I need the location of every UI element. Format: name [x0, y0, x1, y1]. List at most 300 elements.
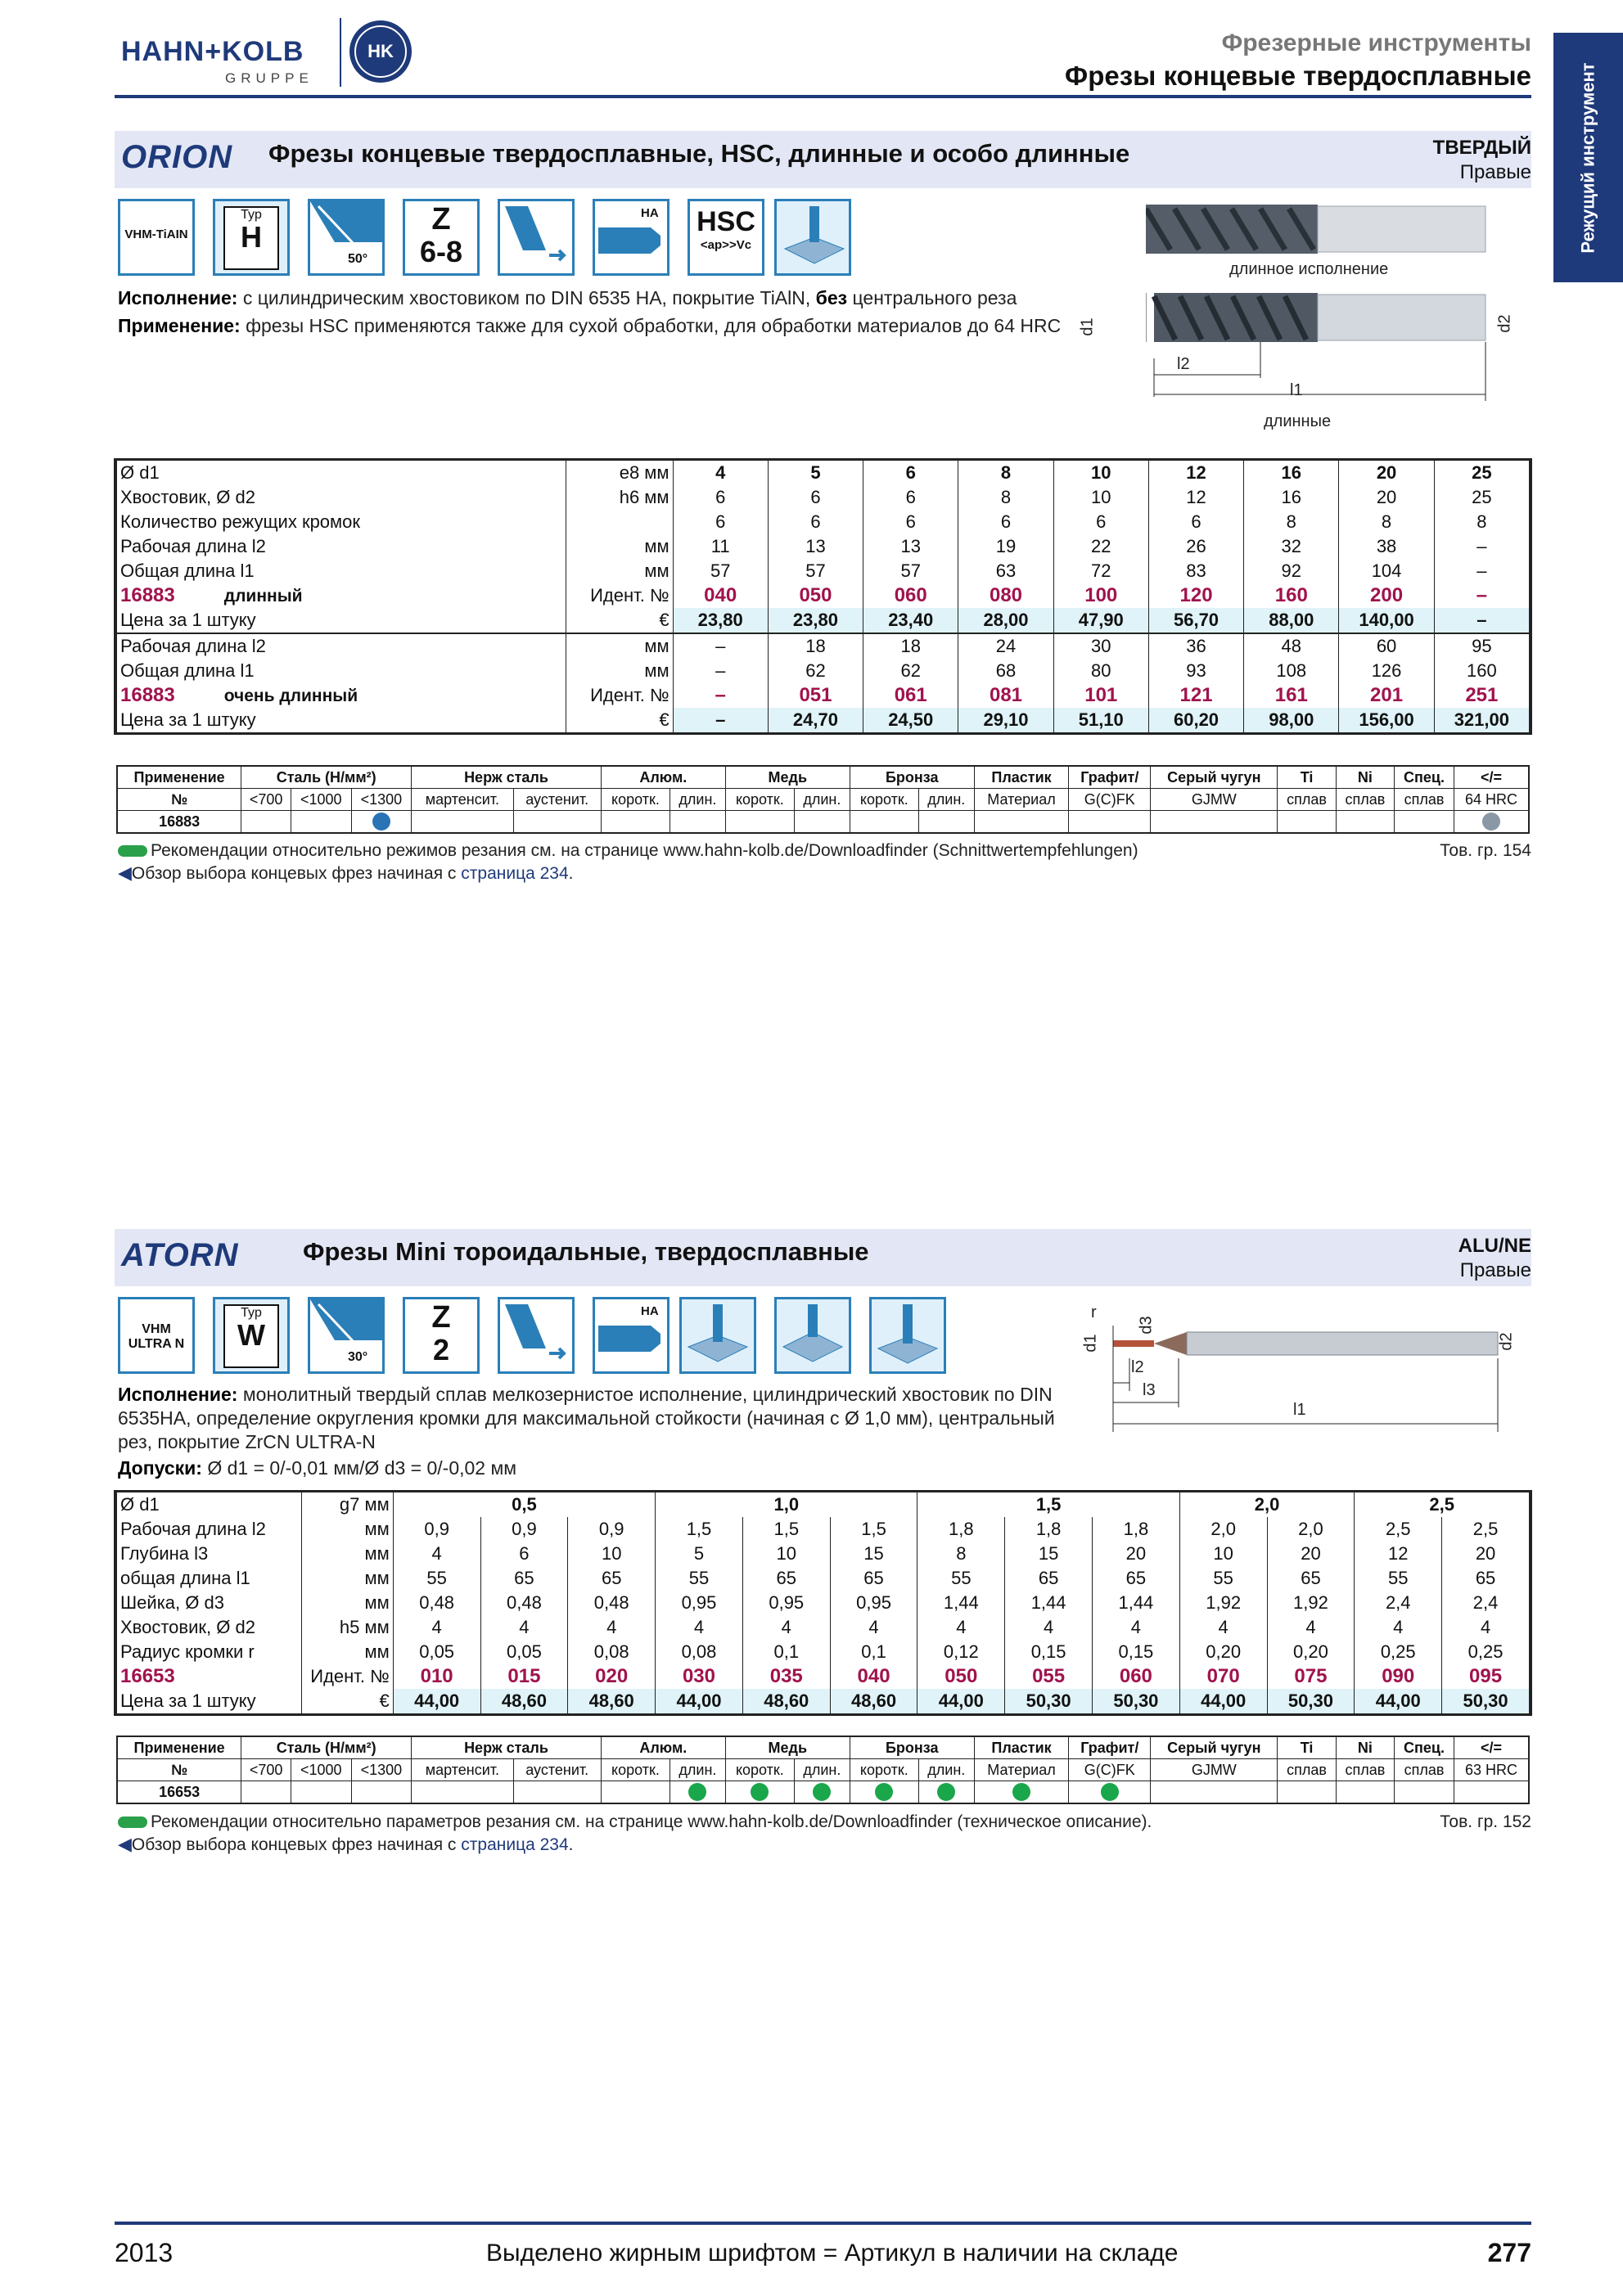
table-row: [117, 1689, 1530, 1713]
ident-cell: 070: [1179, 1664, 1267, 1689]
row-unit: мм: [301, 1542, 393, 1566]
application-cell: [1336, 811, 1394, 834]
suitability-dot-icon: [688, 1783, 706, 1801]
value-cell: 25: [1434, 461, 1529, 485]
value-cell: 55: [917, 1566, 1005, 1591]
value-cell: 1,8: [1005, 1517, 1093, 1542]
value-cell: 4: [393, 1615, 480, 1640]
application-table-16883: [116, 765, 1530, 834]
application-subheader: длин.: [918, 789, 974, 811]
application-cell: [351, 1781, 412, 1804]
value-cell: 22: [1053, 534, 1148, 559]
table-row: [117, 1664, 1530, 1689]
spec-table-16883: [116, 461, 1530, 732]
value-cell: 4: [917, 1615, 1005, 1640]
table-row: [117, 708, 1530, 732]
application-cell: [794, 811, 850, 834]
application-cell: [1454, 811, 1529, 834]
dim-l1: l1: [1290, 381, 1303, 399]
application-header: </=: [1454, 766, 1529, 789]
table-row: [117, 1615, 1530, 1640]
suitability-dot-icon: [1482, 813, 1500, 831]
value-cell: –: [673, 708, 768, 732]
ident-cell: 050: [768, 583, 863, 608]
application-cell: [918, 1781, 974, 1804]
application-subheader: <1300: [351, 1759, 412, 1781]
value-cell: 2,4: [1442, 1591, 1530, 1615]
value-cell: 16: [1244, 461, 1339, 485]
row-label: Радиус кромки r: [117, 1640, 302, 1664]
value-cell: 65: [568, 1566, 656, 1591]
value-cell: 1,8: [917, 1517, 1005, 1542]
value-cell: –: [1434, 608, 1529, 633]
value-cell: 60,20: [1148, 708, 1243, 732]
value-cell: 8: [917, 1542, 1005, 1566]
table-row: [117, 1566, 1530, 1591]
application-cell: [1336, 1781, 1394, 1804]
application-subheader: сплав: [1278, 789, 1336, 811]
application-header: Серый чугун: [1151, 1736, 1278, 1759]
row-label: Количество режущих кромок: [117, 510, 566, 534]
application-article: 16883: [117, 811, 241, 834]
application-header: Медь: [725, 766, 850, 789]
logo-mark-icon: [348, 19, 413, 84]
price-cell: 48,60: [568, 1689, 656, 1713]
row-label: Глубина l3: [117, 1542, 302, 1566]
row-unit: мм: [301, 1517, 393, 1542]
ident-cell: 090: [1355, 1664, 1442, 1689]
application-header: Графит/: [1069, 766, 1151, 789]
application-cell: [670, 1781, 726, 1804]
table-row: [117, 1640, 1530, 1664]
flutes-icon: Z 2: [403, 1297, 480, 1374]
value-cell: 2,5: [1442, 1517, 1530, 1542]
value-cell: 4: [393, 1542, 480, 1566]
ident-cell: 075: [1267, 1664, 1355, 1689]
value-cell: 8: [958, 485, 1053, 510]
application-header: Бронза: [850, 1736, 974, 1759]
logo-divider: [340, 18, 341, 87]
row-unit: e8 мм: [566, 461, 673, 485]
application-subheader: сплав: [1336, 789, 1394, 811]
ident-cell: 101: [1053, 683, 1148, 708]
value-cell: 62: [768, 659, 863, 683]
value-cell: 8: [958, 461, 1053, 485]
application-cell: [918, 811, 974, 834]
application-header: Применение: [117, 1736, 241, 1759]
cutting-note: Рекомендации относительно режимов резания см. на странице www.hahn-kolb.de/Downloadfinder (Schnittwertempfehlungen): [118, 841, 1138, 861]
value-cell: 29,10: [958, 708, 1053, 732]
article-cell: [117, 683, 566, 708]
application-header: Сталь (Н/мм²): [241, 766, 412, 789]
application-cell: [241, 811, 291, 834]
application-cell: [601, 811, 669, 834]
value-cell: 65: [1267, 1566, 1355, 1591]
value-cell: 55: [1179, 1566, 1267, 1591]
application-subheader: №: [117, 789, 241, 811]
type-icon: Typ H: [213, 199, 290, 276]
value-cell: 60: [1339, 633, 1434, 659]
article-number: 16653: [117, 1664, 302, 1689]
value-cell: 10: [1179, 1542, 1267, 1566]
application-header: Ti: [1278, 766, 1336, 789]
value-cell: 0,1: [830, 1640, 917, 1664]
application-subheader: сплав: [1395, 789, 1454, 811]
row-label: Рабочая длина l2: [117, 633, 566, 659]
value-cell: 108: [1244, 659, 1339, 683]
value-cell: 65: [1442, 1566, 1530, 1591]
value-cell: 1,5: [830, 1517, 917, 1542]
ident-cell: 120: [1148, 583, 1243, 608]
application-cell: [1395, 1781, 1454, 1804]
page-number: 277: [1487, 2238, 1531, 2267]
value-cell: 18: [768, 633, 863, 659]
suitability-dot-icon: [1101, 1783, 1119, 1801]
row-unit: мм: [301, 1640, 393, 1664]
row-label: Общая длина l1: [117, 659, 566, 683]
application-cell: [670, 811, 726, 834]
application-cell: [725, 1781, 794, 1804]
value-cell: 93: [1148, 659, 1243, 683]
cutting-direction-icon: [498, 1297, 575, 1374]
value-cell: 6: [863, 510, 958, 534]
value-cell: 0,20: [1267, 1640, 1355, 1664]
article-cell: [117, 583, 566, 608]
ident-cell: 020: [568, 1664, 656, 1689]
value-cell: 20: [1339, 485, 1434, 510]
suitability-dot-icon: [937, 1783, 955, 1801]
suitability-dot-icon: [875, 1783, 893, 1801]
diameter-group: 2,5: [1355, 1492, 1530, 1517]
application-cell: [513, 811, 601, 834]
table-row: [117, 789, 1529, 811]
value-cell: 4: [673, 461, 768, 485]
value-cell: –: [1434, 534, 1529, 559]
page-link-234[interactable]: страница 234: [461, 864, 569, 883]
application-table-16653: [116, 1736, 1530, 1804]
value-cell: 0,9: [568, 1517, 656, 1542]
svg-text:HK: HK: [367, 41, 394, 61]
footer-legend: Выделено жирным шрифтом = Артикул в наличии на складе: [486, 2240, 1179, 2267]
application-subheader: сплав: [1278, 1759, 1336, 1781]
value-cell: 65: [1005, 1566, 1093, 1591]
value-cell: 0,95: [830, 1591, 917, 1615]
application-cell: [601, 1781, 669, 1804]
application-header: Сталь (Н/мм²): [241, 1736, 412, 1759]
row-unit: Идент. №: [566, 583, 673, 608]
table-row: [117, 633, 1530, 659]
suitability-dot-icon: [372, 813, 390, 831]
value-cell: 0,48: [393, 1591, 480, 1615]
application-cell: [291, 1781, 351, 1804]
value-cell: 8: [1434, 510, 1529, 534]
price-cell: 50,30: [1267, 1689, 1355, 1713]
dim-d1: d1: [1081, 1334, 1100, 1353]
row-label: Хвостовик, Ø d2: [117, 1615, 302, 1640]
value-cell: 4: [1179, 1615, 1267, 1640]
table-row: [117, 1736, 1529, 1759]
table-row: [117, 1759, 1529, 1781]
value-cell: 25: [1434, 485, 1529, 510]
table-row: [117, 534, 1530, 559]
table-row: [117, 510, 1530, 534]
value-cell: 26: [1148, 534, 1243, 559]
application-cell: [850, 811, 918, 834]
value-cell: 80: [1053, 659, 1148, 683]
application-cell: [1069, 1781, 1151, 1804]
row-label: Цена за 1 штуку: [117, 1689, 302, 1713]
value-cell: 72: [1053, 559, 1148, 583]
value-cell: 6: [480, 1542, 568, 1566]
face-milling-icon: [774, 1297, 851, 1374]
application-cell: [1151, 1781, 1278, 1804]
value-cell: 20: [1339, 461, 1434, 485]
application-header: Ti: [1278, 1736, 1336, 1759]
profile-milling-icon: [869, 1297, 946, 1374]
value-cell: 0,48: [480, 1591, 568, 1615]
table-row: [117, 1542, 1530, 1566]
price-cell: 48,60: [830, 1689, 917, 1713]
application-subheader: коротк.: [850, 789, 918, 811]
ident-cell: 050: [917, 1664, 1005, 1689]
cutting-note: Рекомендации относительно параметров резания см. на странице www.hahn-kolb.de/Downloadfinder (техническое описание).: [118, 1812, 1152, 1832]
table-row: [117, 1517, 1530, 1542]
application-header: Применение: [117, 766, 241, 789]
dim-l2: l2: [1177, 355, 1190, 373]
value-cell: 23,40: [863, 608, 958, 633]
value-cell: 4: [1442, 1615, 1530, 1640]
row-unit: h5 мм: [301, 1615, 393, 1640]
value-cell: 1,44: [1005, 1591, 1093, 1615]
application-subheader: мартенсит.: [412, 789, 513, 811]
ident-cell: 161: [1244, 683, 1339, 708]
value-cell: 83: [1148, 559, 1243, 583]
price-cell: 44,00: [656, 1689, 743, 1713]
value-cell: 62: [863, 659, 958, 683]
overview-note: ◀Обзор выбора концевых фрез начиная с страница 234.: [118, 1834, 574, 1854]
application-hrc: 64 HRC: [1454, 789, 1529, 811]
application-subheader: GJMW: [1151, 1759, 1278, 1781]
application-cell: [1454, 1781, 1529, 1804]
application-cell: [1395, 811, 1454, 834]
dim-r: r: [1091, 1303, 1097, 1321]
hsc-icon: HSC <ap>>Vc: [688, 199, 764, 276]
value-cell: 38: [1339, 534, 1434, 559]
ident-cell: 095: [1442, 1664, 1530, 1689]
diameter-group: 1,5: [917, 1492, 1179, 1517]
section-material: ТВЕРДЫЙ Правые: [1432, 137, 1531, 183]
application-subheader: Материал: [974, 1759, 1069, 1781]
value-cell: 13: [768, 534, 863, 559]
row-label: общая длина l1: [117, 1566, 302, 1591]
price-cell: 44,00: [917, 1689, 1005, 1713]
arrow-left-icon: ◀: [118, 862, 132, 883]
table-row: [117, 583, 1530, 608]
application-header: </=: [1454, 1736, 1529, 1759]
value-cell: 24,50: [863, 708, 958, 732]
value-cell: 1,44: [1093, 1591, 1180, 1615]
value-cell: 5: [656, 1542, 743, 1566]
page-link-234[interactable]: страница 234: [461, 1835, 569, 1854]
value-cell: 65: [830, 1566, 917, 1591]
table-row: [117, 559, 1530, 583]
application-subheader: Материал: [974, 789, 1069, 811]
value-cell: –: [673, 633, 768, 659]
application-subheader: аустенит.: [513, 789, 601, 811]
side-tab-label: Режущий инструмент: [1577, 61, 1598, 254]
value-cell: 16: [1244, 485, 1339, 510]
value-cell: 88,00: [1244, 608, 1339, 633]
logo-subtitle: GRUPPE: [225, 70, 313, 86]
application-subheader: коротк.: [601, 1759, 669, 1781]
www-icon: [118, 1817, 147, 1828]
row-unit: €: [566, 608, 673, 633]
application-subheader: длин.: [670, 789, 726, 811]
application-cell: [1278, 811, 1336, 834]
application-cell: [412, 811, 513, 834]
application-header: Ni: [1336, 766, 1394, 789]
dim-l1: l1: [1293, 1401, 1306, 1419]
row-unit: €: [566, 708, 673, 732]
value-cell: 0,95: [742, 1591, 830, 1615]
ident-cell: 030: [656, 1664, 743, 1689]
row-unit: мм: [566, 559, 673, 583]
application-cell: [794, 1781, 850, 1804]
value-cell: 0,48: [568, 1591, 656, 1615]
row-label: Рабочая длина l2: [117, 534, 566, 559]
value-cell: 12: [1148, 461, 1243, 485]
label-long: длинные: [1264, 412, 1332, 430]
value-cell: 6: [673, 485, 768, 510]
tolerances-text: Допуски: Ø d1 = 0/-0,01 мм/Ø d3 = 0/-0,02 мм: [118, 1457, 517, 1479]
value-cell: 1,92: [1267, 1591, 1355, 1615]
application-subheader: коротк.: [850, 1759, 918, 1781]
application-subheader: G(C)FK: [1069, 1759, 1151, 1781]
value-cell: 98,00: [1244, 708, 1339, 732]
row-unit: мм: [566, 534, 673, 559]
value-cell: 160: [1434, 659, 1529, 683]
brand-orion: ORION: [121, 139, 233, 175]
application-text: Применение: фрезы HSC применяются также для сухой обработки, для обработки материалов до 64 HRC: [118, 315, 1062, 336]
value-cell: 0,25: [1442, 1640, 1530, 1664]
value-cell: 11: [673, 534, 768, 559]
value-cell: 8: [1244, 510, 1339, 534]
helix-angle-icon: 30°: [308, 1297, 385, 1374]
row-unit: Идент. №: [301, 1664, 393, 1689]
ident-cell: 061: [863, 683, 958, 708]
application-cell: [974, 1781, 1069, 1804]
value-cell: 6: [958, 510, 1053, 534]
overview-note: ◀Обзор выбора концевых фрез начиная с страница 234.: [118, 862, 574, 883]
flutes-icon: Z 6-8: [403, 199, 480, 276]
value-cell: 92: [1244, 559, 1339, 583]
application-subheader: G(C)FK: [1069, 789, 1151, 811]
www-icon: [118, 845, 147, 857]
ident-cell: 060: [1093, 1664, 1180, 1689]
ident-cell: 200: [1339, 583, 1434, 608]
value-cell: 63: [958, 559, 1053, 583]
value-cell: 1,5: [656, 1517, 743, 1542]
value-cell: 55: [1355, 1566, 1442, 1591]
value-cell: 12: [1355, 1542, 1442, 1566]
application-subheader: №: [117, 1759, 241, 1781]
table-row: [117, 811, 1529, 834]
value-cell: 4: [480, 1615, 568, 1640]
value-cell: 2,4: [1355, 1591, 1442, 1615]
value-cell: 4: [656, 1615, 743, 1640]
value-cell: 28,00: [958, 608, 1053, 633]
value-cell: 23,80: [673, 608, 768, 633]
value-cell: 10: [742, 1542, 830, 1566]
value-cell: 4: [830, 1615, 917, 1640]
value-cell: 1,44: [917, 1591, 1005, 1615]
application-cell: [1069, 811, 1151, 834]
value-cell: 57: [673, 559, 768, 583]
value-cell: 30: [1053, 633, 1148, 659]
material-icon: VHM-TiAIN: [118, 199, 195, 276]
application-header: Ni: [1336, 1736, 1394, 1759]
ident-cell: 015: [480, 1664, 568, 1689]
value-cell: 0,95: [656, 1591, 743, 1615]
value-cell: 57: [863, 559, 958, 583]
application-article: 16653: [117, 1781, 241, 1804]
application-header: Пластик: [974, 1736, 1069, 1759]
price-cell: 50,30: [1005, 1689, 1093, 1713]
row-unit: €: [301, 1689, 393, 1713]
application-header: Графит/: [1069, 1736, 1151, 1759]
value-cell: 6: [673, 510, 768, 534]
value-cell: 2,5: [1355, 1517, 1442, 1542]
row-unit: мм: [566, 633, 673, 659]
suitability-dot-icon: [1012, 1783, 1030, 1801]
row-label: Шейка, Ø d3: [117, 1591, 302, 1615]
row-label: Рабочая длина l2: [117, 1517, 302, 1542]
shank-ha-icon: HA: [593, 199, 669, 276]
ident-cell: –: [673, 683, 768, 708]
table-row: [117, 1492, 1530, 1517]
variant-label: очень длинный: [223, 687, 358, 705]
table-row: [117, 766, 1529, 789]
dim-d1: d1: [1078, 317, 1097, 336]
section-material: ALU/NE Правые: [1458, 1235, 1531, 1281]
cutting-direction-icon: [498, 199, 575, 276]
value-cell: 0,12: [917, 1640, 1005, 1664]
value-cell: 68: [958, 659, 1053, 683]
application-cell: [351, 811, 412, 834]
value-cell: 10: [1053, 461, 1148, 485]
value-cell: 20: [1267, 1542, 1355, 1566]
application-cell: [241, 1781, 291, 1804]
operation-icon: [774, 199, 851, 276]
price-cell: 44,00: [1179, 1689, 1267, 1713]
value-cell: 15: [1005, 1542, 1093, 1566]
application-hrc: 63 HRC: [1454, 1759, 1529, 1781]
brand-atorn: ATORN: [121, 1237, 239, 1273]
ident-cell: 081: [958, 683, 1053, 708]
application-header: Алюм.: [601, 766, 725, 789]
application-cell: [513, 1781, 601, 1804]
value-cell: 6: [768, 485, 863, 510]
suitability-dot-icon: [751, 1783, 769, 1801]
dim-d2: d2: [1495, 314, 1514, 333]
price-cell: 48,60: [742, 1689, 830, 1713]
application-subheader: мартенсит.: [412, 1759, 513, 1781]
row-label: Цена за 1 штуку: [117, 608, 566, 633]
row-unit: мм: [301, 1566, 393, 1591]
value-cell: 0,9: [480, 1517, 568, 1542]
article-number: 16883: [120, 584, 175, 606]
value-cell: 19: [958, 534, 1053, 559]
